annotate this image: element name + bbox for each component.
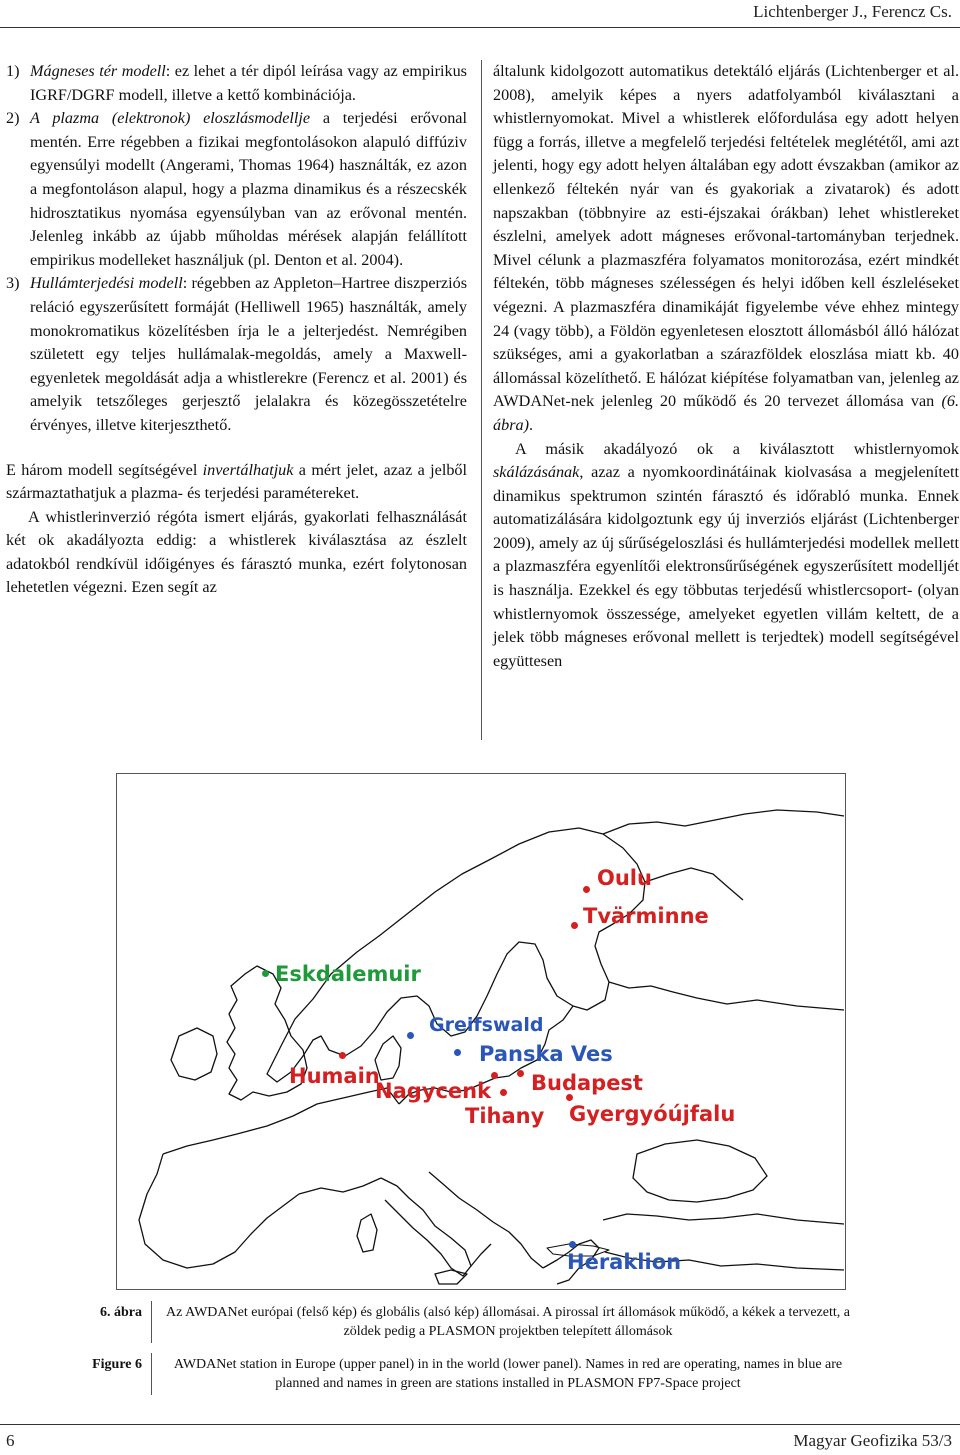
station-dot-eskdalemuir xyxy=(262,970,269,977)
list-number: 1) xyxy=(6,62,20,80)
figure-caption-hu: Az AWDANet európai (felső kép) és globális (alsó kép) állomásai. A pirossal írt állomások működő, a kékek a tervezett, a zöldek pedig a PLASMON projektben telepített állomások xyxy=(166,1305,850,1339)
journal-name: Magyar Geofizika 53/3 xyxy=(793,1431,952,1450)
left-column xyxy=(6,60,467,600)
station-label-oulu: Oulu xyxy=(597,866,652,890)
list-term: Mágneses tér modell xyxy=(30,62,166,80)
list-number: 3) xyxy=(6,274,20,293)
station-label-panska-ves: Panska Ves xyxy=(479,1042,613,1066)
station-dot-heraklion xyxy=(569,1241,576,1248)
station-label-heraklion: Heraklion xyxy=(567,1250,682,1274)
station-dot-tihany xyxy=(500,1089,507,1096)
europe-station-map xyxy=(116,773,846,1290)
station-dot-nagycenk xyxy=(491,1072,498,1079)
column-divider xyxy=(481,60,482,740)
list-text: : ez lehet a tér dipól leírása vagy az empirikus IGRF/DGRF modell, illetve a kettő kombinációja. xyxy=(30,62,467,104)
station-label-nagycenk: Nagycenk xyxy=(375,1079,492,1103)
station-label-humain: Humain xyxy=(289,1064,380,1088)
emphasis: invertálhatjuk xyxy=(202,460,294,479)
station-dot-greifswald xyxy=(407,1032,414,1039)
right-column xyxy=(493,60,959,673)
caption-divider xyxy=(151,1301,152,1343)
body-paragraph: általunk kidolgozott automatikus detektáló eljárás (Lichtenberger et al. 2008), amelyik képes a nyers adatfolyamból kiválasztani a whistlernyomokat. Mivel a whistlerek előfordulása egy adott helyen függ a forrás, illetve a megfelelő terjedési feltételek meglététől, ami azt jelenti, hogy egy adott helyen általában egy adott évszakban (amikor az ellenkező féltekén nyár van és gyakoriak a zivatarok) és adott napszakban (többnyire az esti-éjszakai órákban) lehet whistlereket észlelni, amelyek adott mágneses erővonal-tartományban terjednek. Mivel célunk a plazmaszféra folyamatos monitorozása, ezért mindkét féltekén, több mágneses szélességen és helyi időben kell észleléseket végezni. A plazmaszféra dinamikáját figyelembe véve ehhez mintegy 24 (vagy több), a Földön egyenletesen elosztott állomásból álló hálózat szükséges, ami a gyakorlatban a szárazföldek eloszlása miatt kb. 40 állomással közelíthető. E hálózat kiépítése folyamatban van, jelenleg az AWDANet-nek jelenleg 20 működő és 20 tervezet állomása van (6. ábra). xyxy=(493,62,959,434)
list-text: : régebben az Appleton–Hartree diszperziós reláció egyszerűsített formáját (Helliwell 1965) használták, amely monokromatikus közelítésben írja le a jelterjedést. Nemrégiben született egy teljes hullámalak-megoldás, amely a Maxwell-egyenletek megoldását adja a whistlerekre (Ferencz et al. 2001) és amelyik tetszőleges gerjesztő jelalakra és közegösszetételre érvényes, illetve kiterjeszthető. xyxy=(30,274,468,434)
running-header: Lichtenberger J., Ferencz Cs. xyxy=(753,2,952,21)
figure-label-en: Figure 6 xyxy=(92,1357,142,1372)
station-label-greifswald: Greifswald xyxy=(429,1014,544,1036)
station-dot-panska-ves xyxy=(454,1049,461,1056)
station-dot-oulu xyxy=(583,886,590,893)
body-paragraph: A másik akadályozó ok a kiválasztott whistlernyomok skálázásának, azaz a nyomkoordinátáinak kiolvasása a megjelenített dinamikus spektrumon szintén fárasztó és időrabló munka. Ennek automatizálására kidolgoztunk egy új inverziós eljárást (Lichtenberger 2009), amely az új sűrűségeloszlási és hullámterjedési modellek mellett a plazmaszféra egyenlítői elektronsűrűségének egyszerűsített modelljét is használja. Ezekkel és egy többutas terjedésű whistlercsoport- (olyan whistlernyomok összessége, amelyeket egyetlen villám keltett, de a jelek több mágneses erővonal mellett is terjedtek) modell segítségével együttesen xyxy=(493,439,959,670)
station-label-gyergyoujfalu: Gyergyóújfalu xyxy=(569,1102,736,1126)
station-label-eskdalemuir: Eskdalemuir xyxy=(275,962,421,986)
station-label-tihany: Tihany xyxy=(465,1104,545,1128)
emphasis: skálázásának xyxy=(493,463,580,482)
footer-rule xyxy=(0,1424,960,1425)
body-paragraph: E három modell segítségével invertálhatjuk a mért jelet, azaz a jelből származtathatjuk a plazma- és terjedési paramétereket. xyxy=(6,460,468,503)
header-rule xyxy=(0,27,960,28)
list-number: 2) xyxy=(6,109,20,128)
list-item-3 xyxy=(6,272,467,437)
station-label-budapest: Budapest xyxy=(531,1071,643,1095)
list-text: a terjedési erővonal mentén. Erre régebben a fizikai megfontolásokon alapuló diffúziv egyensúlyi modellt (Angerami, Thomas 1964) használták, ez azon a megfontoláson alapul, hogy a plazma dinamikus és a részecskék hidrosztatikus nyomása egyensúlyban van az erővonal mentén. Jelenleg inkább az újabb műholdas mérések alapján felállított empirikus modelleket használjuk (pl. Denton et al. 2004). xyxy=(30,109,467,269)
station-dot-tvarminne xyxy=(571,922,578,929)
station-dot-budapest xyxy=(517,1070,524,1077)
station-dot-gyergyoujfalu xyxy=(566,1094,573,1101)
figure-label-hu: 6. ábra xyxy=(100,1305,142,1320)
station-label-tvarminne: Tvärminne xyxy=(583,904,709,928)
figure-reference: (6. ábra) xyxy=(493,392,959,434)
list-term: A plazma (elektronok) eloszlásmodellje xyxy=(30,109,311,128)
body-paragraph: A whistlerinverzió régóta ismert eljárás, gyakorlati felhasználását két ok akadályozta eddig: a whistlerek kiválasztása az észlelt adatokból rendkívül időigényes és fárasztó munka, ezért folytonosan lehetetlen végezni. Ezen segít az xyxy=(6,507,467,597)
caption-divider xyxy=(151,1353,152,1395)
list-term: Hullámterjedési modell xyxy=(30,274,183,293)
figure-caption-en: AWDANet station in Europe (upper panel) in in the world (lower panel). Names in red are operating, names in blue are planned and names in green are stations installed in PLASMON FP7-Space project xyxy=(173,1357,843,1391)
page-number: 6 xyxy=(6,1431,15,1450)
list-item-2 xyxy=(6,107,467,272)
list-item-1 xyxy=(6,60,467,107)
station-dot-humain xyxy=(339,1052,346,1059)
